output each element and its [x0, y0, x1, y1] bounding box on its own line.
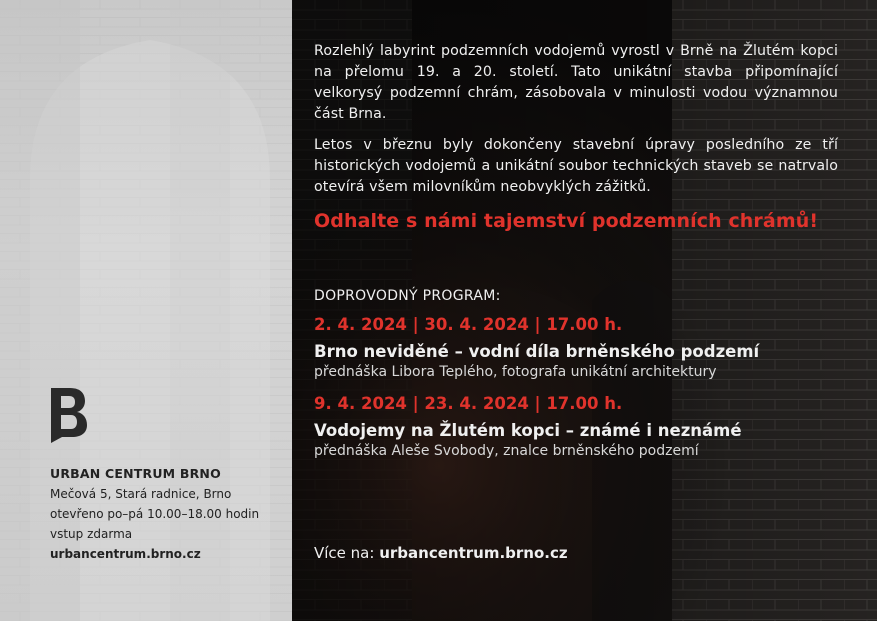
event-item	[314, 315, 838, 380]
event-title: Brno neviděné – vodní díla brněnského podzemí	[314, 342, 760, 361]
program-label: DOPROVODNÝ PROGRAM:	[314, 288, 501, 304]
more-label: Více na:	[314, 544, 375, 562]
left-info-panel	[0, 0, 292, 621]
event-dates: 2. 4. 2024 | 30. 4. 2024 | 17.00 h.	[314, 315, 623, 334]
headline: Odhalte s námi tajemství podzemních chrámů!	[314, 210, 819, 232]
news-paragraph: Letos v březnu byly dokončeny stavební úpravy posledního ze tří historických vodojemů a unikátní soubor technických staveb se natrvalo otevírá všem milovníkům neobvyklých zážitků.	[314, 137, 838, 195]
entry-text: vstup zdarma	[50, 527, 133, 541]
event-subtitle: přednáška Libora Teplého, fotografa unikátní architektury	[314, 364, 717, 380]
event-title: Vodojemy na Žlutém kopci – známé i neznámé	[314, 421, 742, 440]
intro-paragraph: Rozlehlý labyrint podzemních vodojemů vyrostl v Brně na Žlutém kopci na přelomu 19. a 20. století. Tato unikátní stavba připomínající velkorysý podzemní chrám, zásobovala v minulosti vodou významnou část Brna.	[314, 43, 838, 122]
event-dates: 9. 4. 2024 | 23. 4. 2024 | 17.00 h.	[314, 394, 623, 413]
event-item	[314, 394, 838, 459]
main-content	[314, 41, 838, 459]
photo-content-panel	[292, 0, 877, 621]
urban-centrum-logo-icon	[50, 386, 90, 446]
opening-hours-text: otevřeno po–pá 10.00–18.00 hodin	[50, 507, 260, 521]
more-link[interactable]: urbancentrum.brno.cz	[379, 544, 568, 562]
contact-info	[50, 386, 259, 561]
event-subtitle: přednáška Aleše Svobody, znalce brněnského podzemí	[314, 443, 699, 459]
organization-name: URBAN CENTRUM BRNO	[50, 466, 221, 481]
address-text: Mečová 5, Stará radnice, Brno	[50, 487, 232, 501]
website-link[interactable]: urbancentrum.brno.cz	[50, 547, 201, 561]
more-info	[314, 544, 568, 562]
